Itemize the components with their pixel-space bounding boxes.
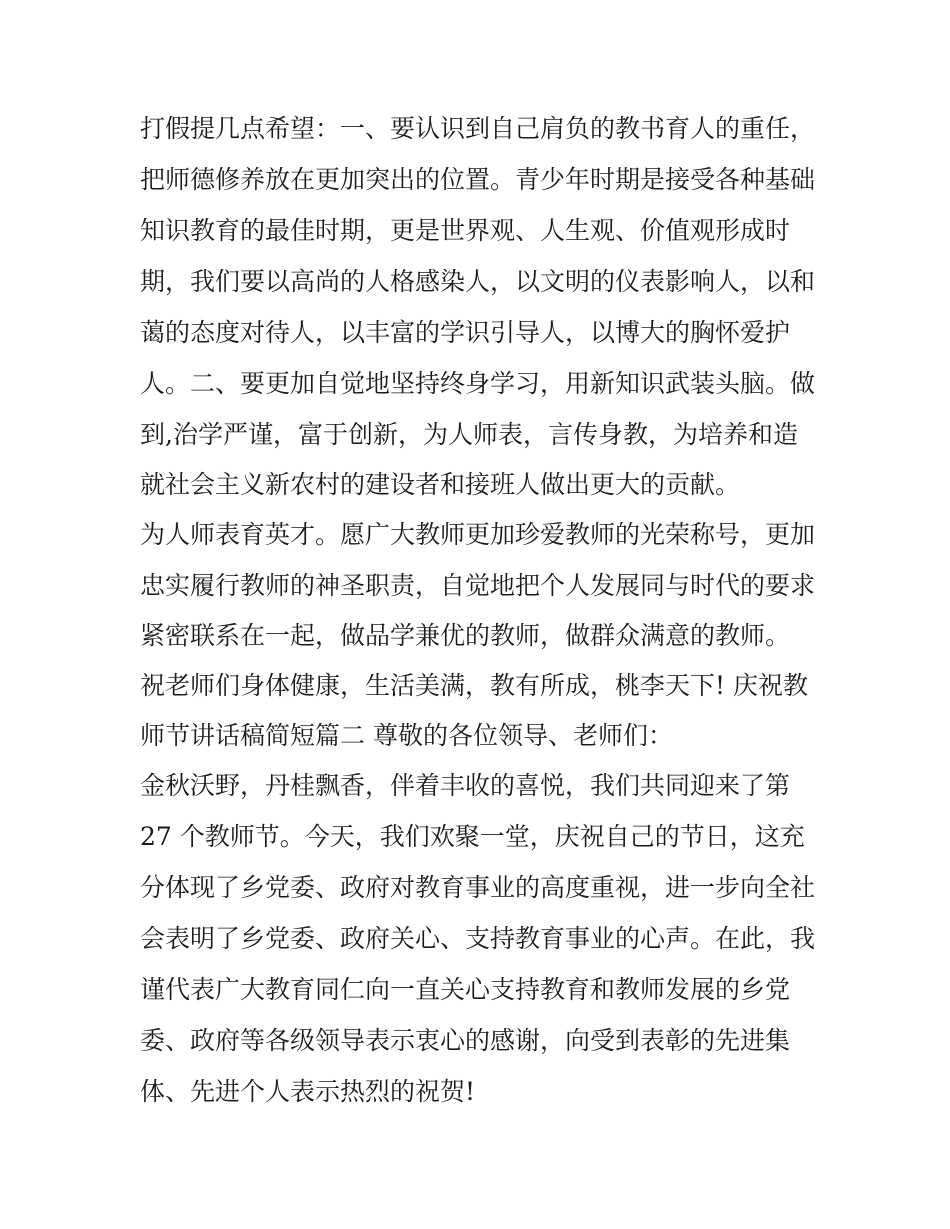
text-line: 会表明了乡党委、政府关心、支持教育事业的心声。在此，我 [140,924,816,953]
text-line: 体、先进个人表示热烈的祝贺! [140,1077,476,1106]
text-line: 祝老师们身体健康，生活美满，教有所成，桃李天下! 庆祝教 [140,671,808,700]
text-line: 知识教育的最佳时期，更是世界观、人生观、价值观形成时 [140,216,791,245]
text-line: 委、政府等各级领导表示衷心的感谢，向受到表彰的先进集 [140,1026,791,1055]
text-line: 期，我们要以高尚的人格感染人，以文明的仪表影响人，以和 [140,267,816,296]
text-line: 谨代表广大教育同仁向一直关心支持教育和教师发展的乡党 [140,975,791,1004]
text-line: 打假提几点希望：一、要认识到自己肩负的教书育人的重任， [140,114,816,143]
text-line: 师节讲话稿简短篇二 尊敬的各位领导、老师们： [140,721,673,750]
text-line: 紧密联系在一起，做品学兼优的教师，做群众满意的教师。 [140,621,791,650]
text-line: 为人师表育英才。愿广大教师更加珍爱教师的光荣称号，更加 [140,520,816,549]
text-line: 金秋沃野，丹桂飘香，伴着丰收的喜悦，我们共同迎来了第 [140,771,791,800]
text-line: 忠实履行教师的神圣职责，自觉地把个人发展同与时代的要求 [140,571,816,600]
text-line: 人。二、要更加自觉地坚持终身学习，用新知识武装头脑。做 [140,369,816,398]
text-line: 蔼的态度对待人，以丰富的学识引导人，以博大的胸怀爱护 [140,318,791,347]
text-line: 把师德修养放在更加突出的位置。青少年时期是接受各种基础 [140,165,816,194]
text-line: 到,治学严谨，富于创新，为人师表，言传身教，为培养和造 [140,420,798,449]
text-line: 分体现了乡党委、政府对教育事业的高度重视，进一步向全社 [140,873,816,902]
text-line: 27 个教师节。今天，我们欢聚一堂，庆祝自己的节日，这充 [140,822,805,851]
body-text [140,103,820,1117]
text-line: 就社会主义新农村的建设者和接班人做出更大的贡献。 [140,470,741,499]
